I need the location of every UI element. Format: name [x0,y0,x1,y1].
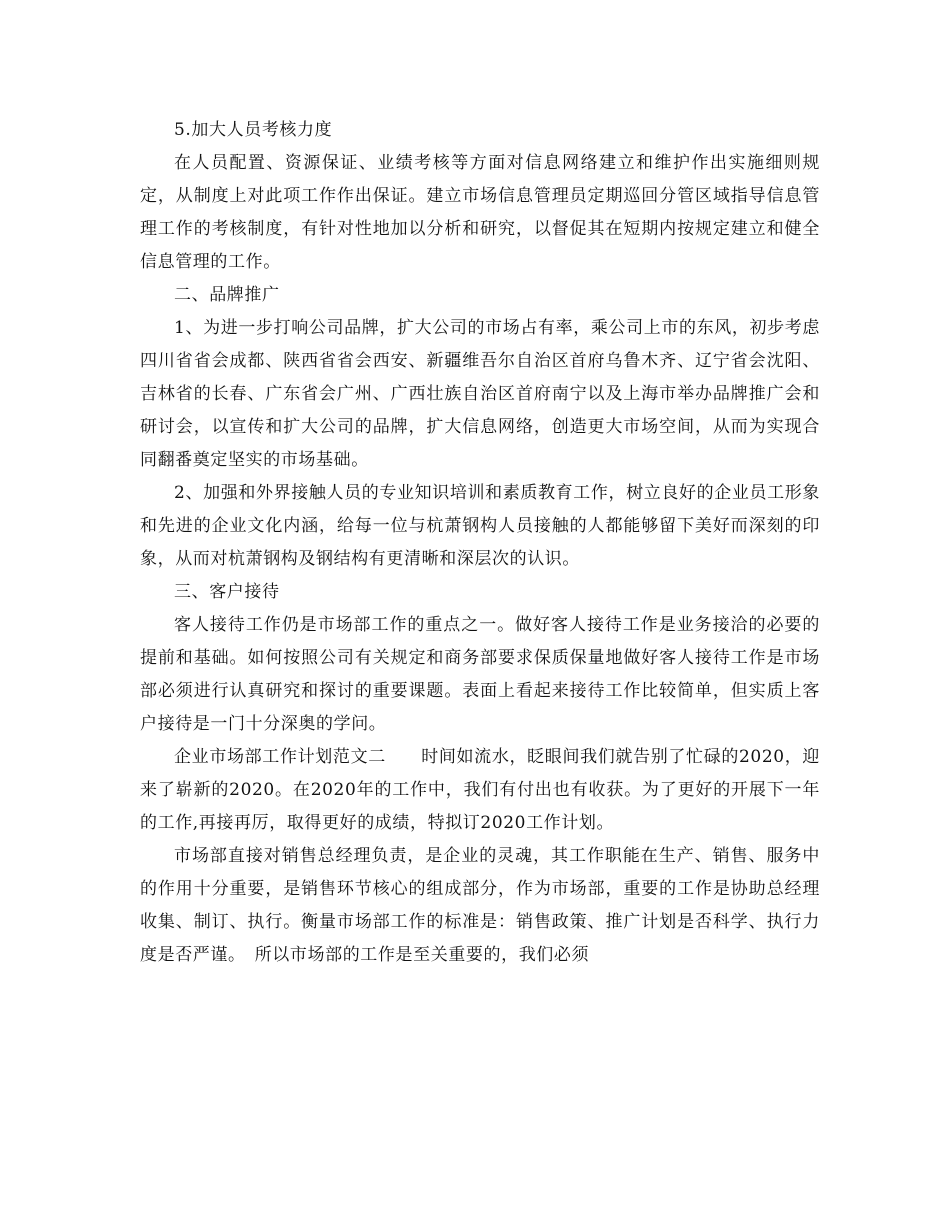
paragraph-brand-2: 2、加强和外界接触人员的专业知识培训和素质教育工作，树立良好的企业员工形象和先进的企业文化内涵，给每一位与杭萧钢构人员接触的人都能够留下美好而深刻的印象，从而对杭萧钢构及钢结构有更清晰和深层次的认识。 [140,483,820,569]
paragraph-reception: 客人接待工作仍是市场部工作的重点之一。做好客人接待工作是业务接洽的必要的提前和基础。如何按照公司有关规定和商务部要求保质保量地做好客人接待工作是市场部必须进行认真研究和探讨的重要课题。表面上看起来接待工作比较简单，但实质上客户接待是一门十分深奥的学问。 [140,615,820,734]
paragraph-brand-1: 1、为进一步打响公司品牌，扩大公司的市场占有率，乘公司上市的东风，初步考虑四川省省会成都、陕西省省会西安、新疆维吾尔自治区首府乌鲁木齐、辽宁省会沈阳、吉林省的长春、广东省会广州、广西壮族自治区首府南宁以及上海市举办品牌推广会和研讨会，以宣传和扩大公司的品牌，扩大信息网络，创造更大市场空间，从而为实现合同翻番奠定坚实的市场基础。 [140,318,820,470]
document-body [140,114,820,972]
section-heading-assessment: 5.加大人员考核力度 [174,120,333,140]
section-heading-reception: 三、客户接待 [174,582,280,602]
paragraph-plan-intro: 企业市场部工作计划范文二 时间如流水，眨眼间我们就告别了忙碌的2020，迎来了崭新的2020。在2020年的工作中，我们有付出也有收获。为了更好的开展下一年的工作,再接再厉，取得更好的成绩，特拟订2020工作计划。 [140,747,820,833]
paragraph-market-dept: 市场部直接对销售总经理负责，是企业的灵魂，其工作职能在生产、销售、服务中的作用十分重要，是销售环节核心的组成部分，作为市场部，重要的工作是协助总经理收集、制订、执行。衡量市场部工作的标准是：销售政策、推广计划是否科学、执行力度是否严谨。 所以市场部的工作是至关重要的，我们必须 [140,846,820,965]
section-heading-brand: 二、品牌推广 [174,285,280,305]
paragraph-assessment: 在人员配置、资源保证、业绩考核等方面对信息网络建立和维护作出实施细则规定，从制度上对此项工作作出保证。建立市场信息管理员定期巡回分管区域指导信息管理工作的考核制度，有针对性地加以分析和研究，以督促其在短期内按规定建立和健全信息管理的工作。 [140,153,820,272]
